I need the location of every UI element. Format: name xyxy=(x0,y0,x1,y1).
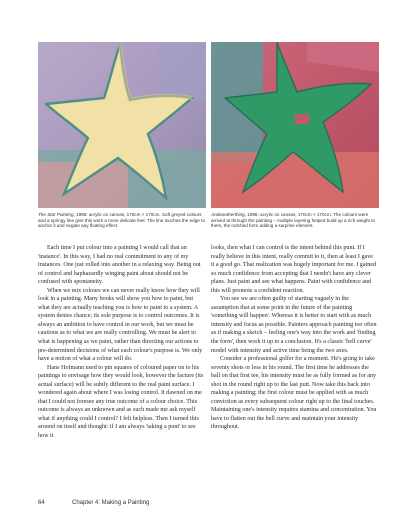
page-footer xyxy=(38,500,149,506)
andanotherthing-artwork xyxy=(211,42,379,208)
caption-text: , 1996: acrylic on canvas, 170cm × 170cm. Soft greyed colours and a springy line give this work a more delicate feel. The line touches the edge to anchor it and negate any floating effect. xyxy=(38,212,205,229)
figure-caption-right xyxy=(211,212,381,229)
star-painting-artwork xyxy=(38,42,206,208)
paragraph: When we mix colours we can never really know how they will look in a painting. Many books will show you how to paint, but what they are actually teaching you is how to paint to a system. A system denies chance; its sole purpose is to control outcomes. It is always an ambition to have control in our work, but we must be cautious as to what we are really controlling. We must be alert to what is happening as we paint, rather than directing our actions to pre-determined decisions of what each colour's purpose is. We only have a notion of what a colour will do. xyxy=(38,287,203,363)
caption-title: The Star Painting xyxy=(38,212,74,217)
figure-caption-left xyxy=(38,212,208,229)
paragraph: looks, then what I can control is the intent behind this punt. If I really believe in this intent, really commit to it, then at least I gave it a good go. That realization was hugely important for me. I gained so much confidence from accepting that I needn't have any clever plans. Just paint and see what happens. Paint with confidence and this will promote a confident reaction. xyxy=(211,245,377,294)
body-column-left xyxy=(38,244,204,441)
caption-text: , 1996: acrylic on canvas, 170cm × 170cm. The colours were arrived at through the painting – multiple layering helped build up a rich weight to them, the notched form adding a surprise element. xyxy=(211,212,375,229)
chapter-title: Chapter 4: Making a Painting xyxy=(72,500,150,506)
paragraph: Consider a professional golfer for a moment. He's going to take seventy shots or less in his round. The first time he addresses the ball on that first tee, his intensity must be as fully formed as for any shot in the round right up to the last putt. Now take this back into making a painting; the first colour must be applied with as much conviction as every subsequent colour right up to the final touches. Maintaining one's intensity requires stamina and concentration. You have to flatten out the bell curve and maintain your intensity throughout. xyxy=(211,356,377,431)
page-number: 64 xyxy=(38,500,45,506)
notch xyxy=(295,114,309,124)
paragraph: Hans Hofmann used to pin squares of coloured paper on to his paintings to envisage how they would look, however the facture (its actual surface) will be subtly different to the real paint surface. I wondered again about where I was losing control. It dawned on me that I could not foresee any true outcome of a colour choice. This outcome is always an unknown and as such made me ask myself what if anything could I control? I felt helpless. Then I turned this around on itself and thought: if I am always 'taking a punt' to see how it xyxy=(38,364,204,440)
star-painting-image xyxy=(38,42,206,208)
paragraph: Each time I put colour into a painting I would call that an 'instance'. In this way, I had no real commitment to any of my instances. One just rolled into another in a relaxing way. Being out of control and haphazardly winging paint about should not be confused with spontaneity. xyxy=(38,245,201,286)
andanotherthing-image xyxy=(211,42,379,208)
paragraph: You see we are often guilty of starting vaguely in the assumption that at some point in the future of the painting 'something will happen'. Whereas it is better to start with as much intensity and focus as possible. Painters approach painting too often as if making a sketch – feeling one's way into the work and 'finding the form', then work it up to a conclusion. It's a classic 'bell curve' model with intensity and active time being the two axes. xyxy=(211,296,377,354)
caption-title: Andanotherthing xyxy=(211,212,245,217)
body-column-right xyxy=(211,244,377,432)
